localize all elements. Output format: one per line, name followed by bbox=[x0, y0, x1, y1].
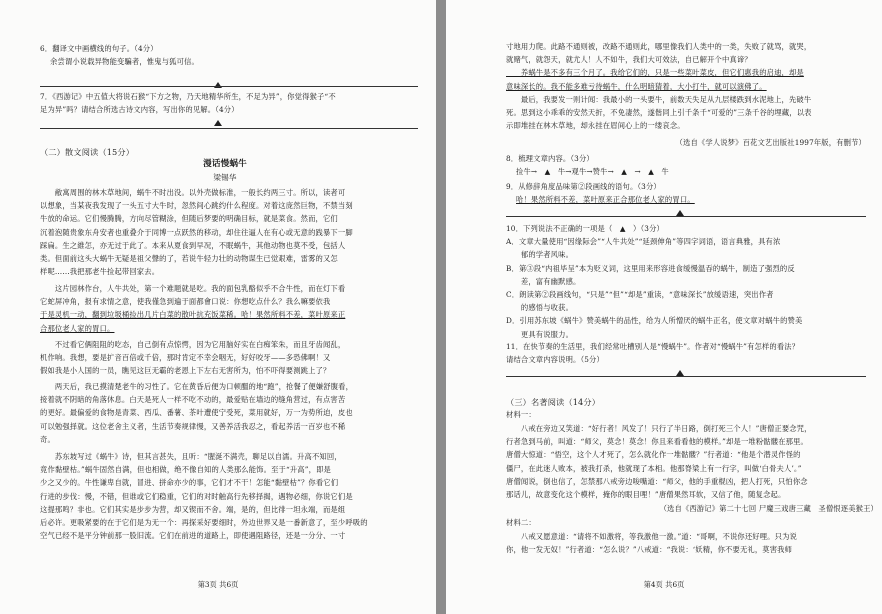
essay-author: 梁锡华 bbox=[213, 173, 237, 182]
question-6-stem: 6．翻译文中画横线的句子。（4分） bbox=[40, 44, 158, 53]
text-line: 竟作黏壁枯。”蜗牛固然自满，但也相做，绝不像自知的人类那么能饰。至于“升高”，即是 bbox=[40, 465, 331, 475]
material-1-source: （选自《西游记》第二十七回 尸魔三戏唐三藏 圣僧恨逐美猴王） bbox=[659, 504, 878, 513]
essay-paragraph-4 bbox=[40, 380, 425, 446]
option-a-line1: A．文章大量使用“因缘际会”“人牛共处”“延颈伸角”等四字词语，语言典雅，具有浓 bbox=[506, 237, 781, 247]
essay-source: （选自《学人说梦》百花文艺出版社1997年版，有删节） bbox=[675, 138, 866, 147]
text-line: 就赌气，就怨天，就尤人！人不如牛，我们大可效法，自已解开个中真谛？ bbox=[506, 55, 752, 65]
divider-line bbox=[506, 216, 866, 217]
underlined-text-line: 合那位老人家的胃口。 bbox=[40, 323, 115, 333]
material-1-label: 材料一： bbox=[506, 410, 536, 419]
text-line: 示即堆挂在林木草地，却永挂在眉间心上的一缕哀念。 bbox=[506, 121, 685, 131]
exam-page-3 bbox=[0, 0, 436, 614]
question-7 bbox=[40, 90, 425, 116]
text-line: 僵尸，在此迷人败本，被我打杀，他就现了本相。他那脊梁上有一行字，叫做‘白骨夫人’。” bbox=[506, 463, 802, 473]
text-line: 敝寓周围的林木草地间，蜗牛不时出没。以外壳做标准，一般长约两三寸。所以，读者可 bbox=[40, 188, 346, 197]
material-2-text bbox=[506, 530, 878, 556]
text-line: 八戒在旁边又笑道：“好行者！风发了！只行了半日路，倒打死三个人！”唐僧正要念咒， bbox=[506, 424, 812, 433]
material-2-label: 材料二： bbox=[506, 518, 536, 527]
text-line: 这片园林作台，人牛共处，第一个难题就是吃。我的面包乳酪似乎不合牛性，而在灯下看 bbox=[40, 284, 346, 293]
text-line: 八戒又愿意道：“请将不如激将，等我激他一激。”道：“哥啊，不说你还好哩。只为说 bbox=[506, 532, 797, 541]
text-line: 唐僧大惊道：“悟空，这个人才死了，怎么就化作一堆骷髅？”行者道：“他是个潜灵作怪的 bbox=[506, 450, 801, 460]
page-gutter bbox=[436, 0, 446, 614]
text-line: 机作响。我想，要是扩音百倍或千倍，那时肯定不幸会咽无，好好咬牙——多恐佛啊！又 bbox=[40, 353, 331, 363]
text-line: 两天后，我已摸清楚老牛的习性了。它在黄昏后便为口顿醞的地“跑”，抢餐了便嫌舒腹看， bbox=[40, 382, 354, 391]
question-7-stem-line2: 足为异”吗？请结合所选古诗文内容，写出你的见解。（4分） bbox=[40, 105, 239, 115]
text-line: 沉着泡随贵象东舟安者也重叠介于同博一点跃然的移动，却住往逼人在有心或无意的践暴下一脚 bbox=[40, 227, 353, 237]
text-line: 空气已经不是平分钟前那一股旧流。它们在前进的道路上，即使遇阻路径，还是一分分、一寸 bbox=[40, 531, 346, 541]
essay-paragraph-1 bbox=[40, 186, 425, 278]
question-8 bbox=[506, 152, 876, 178]
answer-marker-triangle bbox=[214, 120, 222, 126]
question-9 bbox=[506, 180, 876, 206]
section-3-header: （三）名著阅读（14分） bbox=[506, 397, 601, 407]
page-number: 第3页 共6页 bbox=[197, 580, 239, 589]
question-9-stem: 9．从修辞角度品味第②段画线的语句。（3分） bbox=[506, 182, 661, 191]
text-line: 可以勉强择就。这位老舍主义者，生活节奏规律慢，又善养活我忍之，看起养活一百岁也不稀 bbox=[40, 421, 346, 431]
option-a-line2: 郁的学者风味。 bbox=[506, 250, 574, 260]
text-line: 假如我是小人国的一员，瞧见这巨无霸的老恩上下左右无害所为，怕不吓得要测跳上了？ bbox=[40, 366, 331, 376]
material-1-text bbox=[506, 422, 878, 501]
option-d-line1: D．引用苏东坡《蜗牛》赞美蜗牛的品性，给为人所憎厌的蜗牛正名，使文章对蜗牛的赞美 bbox=[506, 316, 803, 326]
question-6-answer: 余尝谓小说载异物能变騙者，惟鬼与狐可信。 bbox=[50, 57, 199, 67]
essay-paragraph-5 bbox=[40, 450, 425, 542]
essay-paragraph-2 bbox=[40, 282, 425, 335]
question-10-stem: 10．下列说法不正确的一项是（ ▲ ）（3分） bbox=[506, 224, 664, 233]
divider-line bbox=[40, 86, 418, 87]
text-line: 你，他一发无奴！”行者道：“怎么说？”八戒道：“我说：‘妖精，你不要无礼，莫害我师 bbox=[506, 545, 793, 555]
text-line: 以想象，当某夜我发现了一头五寸大牛时，忽然间心跳约什么程度。对着这庞然巨物，不禁当刻 bbox=[40, 201, 353, 211]
essay-paragraph-3 bbox=[40, 338, 425, 378]
answer-marker-triangle bbox=[214, 82, 222, 88]
text-line: 接着就不阴暗的角落休息。白天是死人一样不吃不动的，最爱贴在墙边的缝角营过，有点害苦 bbox=[40, 395, 346, 405]
text-line: 牛放的命运。它们慢腾腾，方向尽管糊涂，但随后梦要的明确目标，就是菜食。然而，它们 bbox=[40, 214, 338, 224]
question-8-stem: 8．梳理文章内容。（3分） bbox=[506, 154, 594, 163]
section-2-header: （二）散文阅读（15分） bbox=[40, 147, 135, 157]
question-11-line2: 请结合文章内容说明。（5分） bbox=[506, 355, 604, 365]
option-c-line2: 的感悟与收获。 bbox=[506, 303, 574, 313]
question-8-chain: 捡牛→ ▲ 牛→观牛→赞牛→ ▲ → ▲ 牛 bbox=[516, 167, 669, 177]
text-line: 唐僧闻说，倒也信了，怎禁那八戒旁边唆嘴道：“师父，他的手重棍凶，把人打死，只怕你念 bbox=[506, 476, 808, 486]
question-7-stem-line1: 7．《西游记》中五值大将说石猴“下方之物，乃天地精华所生，不足为异”，你觉得猴子“不 bbox=[40, 92, 336, 101]
text-line: 最后，我要发一则计闻：我最小的一头要牛，前数天失足从九层楼跌到水泥地上，先破牛 bbox=[506, 94, 812, 104]
text-line: 少之又少的。牛性谦卑自就，冒进、拼命亦少的事，它们才不干！怎能“黏壁枯”？你看它们 bbox=[40, 478, 339, 488]
question-6 bbox=[40, 42, 410, 68]
divider-line bbox=[40, 128, 418, 129]
text-line: 这提那鸣？非也。它们其实是步步为营，却又锲而不舍。端，是的，但比徘一坦永端，而是组 bbox=[40, 504, 346, 514]
text-line: 后必许。更吸紧要的在于它们是为无一个：再探采好要细时，外边世界又是一番新意了，至少呼吸的 bbox=[40, 518, 368, 528]
page-number: 第4页 共6页 bbox=[643, 580, 685, 589]
text-line: 它蛇屏冲角，报有求情之意，使我僅急到遍于面都會口说：你想吃点什么？我么嘛要依我 bbox=[40, 297, 331, 307]
text-line: 寸地用力爬。此路不通则被，改路不通则此，哪里像我们人类中的一类，失败了就骂，就哭， bbox=[506, 42, 812, 51]
text-line: 行进的步伐：慢，不错，但谁或它们稳重，它们的对时触高行先移择揭，遇物必细，你说它们是 bbox=[40, 491, 353, 501]
text-line: 死。思到这小乖乖的安然天折，不免凄然，遂偕同上引千条千“可爱的”三条千谷的埋藏，以表 bbox=[506, 108, 812, 118]
text-line: 不过看它俩阻阻的吃态，自己倒有点惊愕，因为它用脑好实在白痴笨朱，而且牙齿闻乱， bbox=[40, 340, 346, 349]
question-10 bbox=[506, 222, 878, 341]
option-d-line2: 更具有说服力。 bbox=[506, 329, 574, 339]
option-b-line2: 差，富有幽默感。 bbox=[506, 276, 581, 286]
text-line: 奇。 bbox=[40, 434, 55, 444]
text-line: 行者急到马前，叫道：“师父，莫念！莫念！你且来看看他的模样。”却是一堆粉骷髅在那里。 bbox=[506, 437, 808, 447]
question-9-quote: 哈！果然所料不差，菜叶原来正合那位老人家的胃口。 bbox=[516, 195, 695, 205]
text-line: 那话儿，故意变化这个模样，掩你的眼目哩！”唐僧果然耳软，又信了他，随复念起。 bbox=[506, 490, 786, 500]
exam-page-4 bbox=[446, 0, 882, 614]
text-line: 苏东坡写过《蜗牛》诗，但其言甚失，且听：“腥涎不满壳，聊足以自濡。升高不知回， bbox=[40, 452, 342, 461]
essay-title: 漫话慢蜗牛 bbox=[203, 159, 247, 169]
essay-continuation bbox=[506, 40, 876, 132]
text-line: 的更好。最偏爱的食物是青菜、西瓜、番薯、茶叶遭使宁受死，菜用就好，万一为势所迫，皮也 bbox=[40, 408, 353, 418]
text-line: 踩扁。生之維怎，亦无过于此了。本来从夏食到早况，不眠蜗牛，其他动物也莫不受，包括人 bbox=[40, 240, 346, 250]
option-c-line1: C．朗读第②段画线句，“只是”“但”“却是”重读，“意味深长”放缓语速，突出作者 bbox=[506, 290, 774, 300]
divider-line bbox=[506, 376, 866, 377]
text-line: 类。但面前这头大蜗牛无疑是祖父聲的了，若说牛轻力壮的动物谋生已觉艰难，雷雾的又怎 bbox=[40, 254, 338, 264]
underlined-text-line: 意味深长的。我不能多难亏待蜗牛，什么明暗猜着，大小打牛，就可以演佛了。 bbox=[506, 81, 767, 91]
underlined-text-line: 于是灵机一动，翻到垃圾桶捡出几片白菜的散叶抗充饭菜稀。哈！果然所料不差，菜叶原来正 bbox=[40, 310, 346, 320]
question-11-line1: 11．在快节奏的生活里，我们经常吐槽别人是“慢蜗牛”。作者对“慢蜗牛”有怎样的看法？ bbox=[506, 342, 800, 351]
underlined-text-line: 养蜗牛是不多有三个月了。我给它们的，只是一些菜叶菜皮，但它们惠我的启迪，却是 bbox=[506, 68, 804, 78]
text-line: 样呢……我把那老牛捡起带回家去。 bbox=[40, 267, 160, 277]
question-11 bbox=[506, 340, 878, 366]
option-b-line1: B．第③段“内祖毕呈”本为贬义词，这里用来形容进食缓慢温吞的蜗牛，制造了强烈的反 bbox=[506, 263, 795, 273]
